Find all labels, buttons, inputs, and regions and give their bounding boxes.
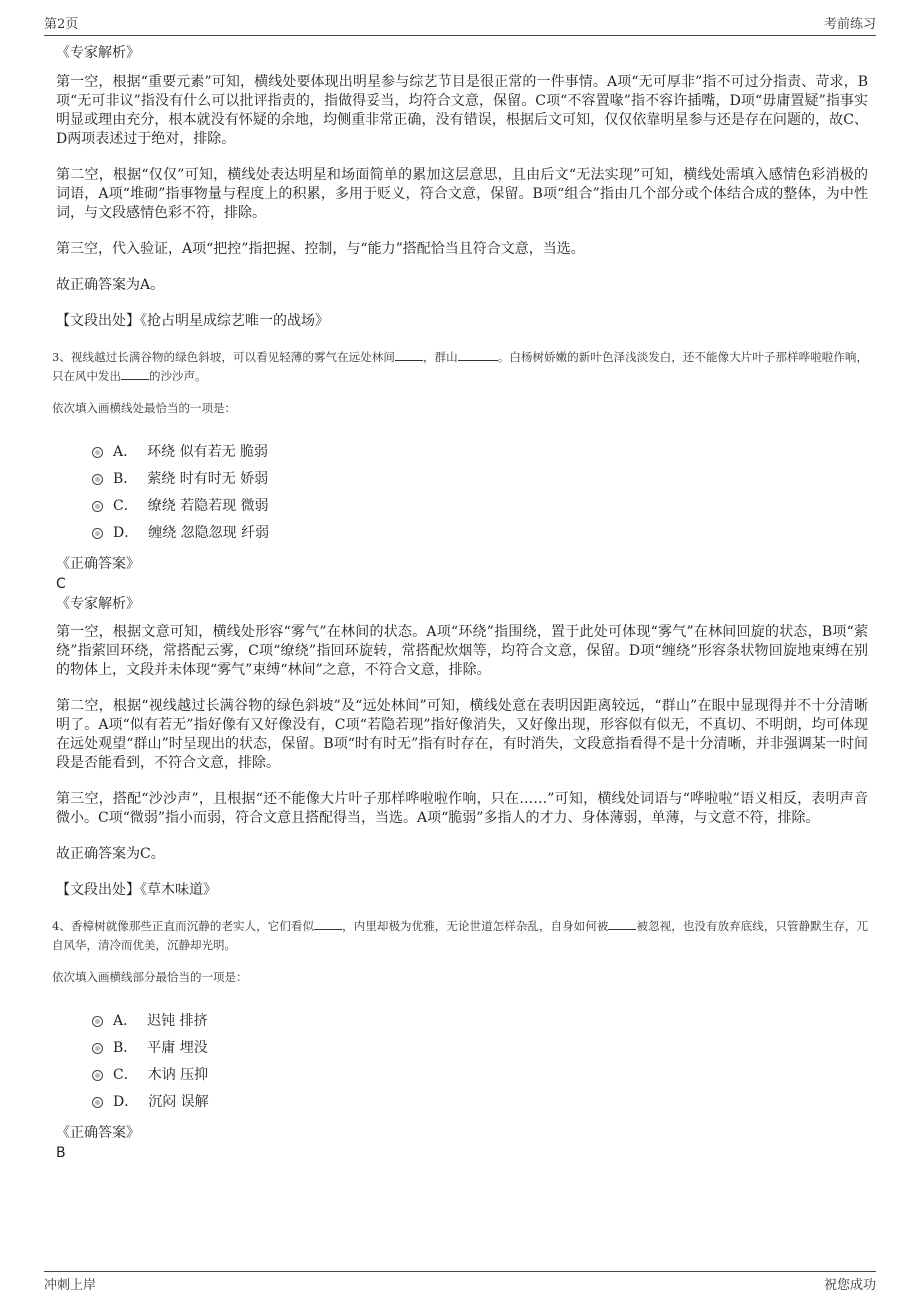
correct-answer-label: 《正确答案》 [56, 1125, 140, 1141]
conclusion: 故正确答案为C。 [56, 846, 165, 862]
option-d[interactable]: D． 沉闷 误解 [92, 1087, 868, 1114]
question-instruction: 依次填入画横线部分最恰当的一项是： [52, 970, 248, 984]
analysis-paragraph: 第二空，根据“视线越过长满谷物的绿色斜坡”及“远处林间”可知，横线处意在表明因距离较远，“群山”在眼中显现得并不十分清晰明了。A项“似有若无”指好像有又好像没有，C项“若隐若现”指好像消失，又好像出现，形容似有似无，不真切、不明朗，均可体现在远处观望“群山”时呈现出的状态，保留。B项“时有时无”指有时存在，有时消失，文段意指看得不是十分清晰，并非强调某一时间段是否能看到，不符合文意，排除。 [56, 698, 868, 771]
analysis-paragraph: 第二空，根据“仅仅”可知，横线处表达明星和场面简单的累加这层意思，且由后文“无法实现”可知，横线处需填入感情色彩消极的词语，A项“堆砌”指事物量与程度上的积累，多用于贬义，符合文意，保留。B项“组合”指由几个部分或个体结合成的整体，为中性词，与文段感情色彩不符，排除。 [56, 167, 868, 221]
option-c[interactable]: C． 木讷 压抑 [92, 1060, 868, 1087]
footer-left-text: 冲刺上岸 [44, 1278, 97, 1293]
radio-icon[interactable] [92, 447, 103, 458]
option-b[interactable]: B． 平庸 埋没 [92, 1033, 868, 1060]
expert-analysis-label: 《专家解析》 [56, 45, 140, 61]
correct-answer: B [56, 1145, 66, 1161]
expert-analysis-label: 《专家解析》 [56, 596, 140, 612]
answer-blank [608, 917, 636, 930]
option-a[interactable]: A． 迟钝 排挤 [92, 1006, 868, 1033]
radio-icon[interactable] [92, 474, 103, 485]
question-3-options [92, 437, 868, 545]
analysis-paragraph: 第三空，代入验证，A项“把控”指把握、控制，与“能力”搭配恰当且符合文意，当选。 [56, 241, 585, 257]
option-d[interactable]: D． 缠绕 忽隐忽现 纤弱 [92, 518, 868, 545]
radio-icon[interactable] [92, 528, 103, 539]
radio-icon[interactable] [92, 1070, 103, 1081]
radio-icon[interactable] [92, 1016, 103, 1027]
question-3-text: 3、视线越过长满谷物的绿色斜坡，可以看见轻薄的雾气在远处林间 ，群山 。白杨树娇嫩的新叶色泽浅淡发白，还不能像大片叶子那样哗啦啦作响，只在风中发出 的沙沙声。 [52, 350, 868, 383]
answer-blank [458, 348, 498, 361]
correct-answer: C [56, 576, 66, 592]
radio-icon[interactable] [92, 1043, 103, 1054]
page-header [44, 13, 876, 36]
footer-right-text: 祝您成功 [823, 1278, 876, 1293]
option-b[interactable]: B． 萦绕 时有时无 娇弱 [92, 464, 868, 491]
analysis-paragraph: 第一空，根据文意可知，横线处形容“雾气”在林间的状态。A项“环绕”指围绕，置于此处可体现“雾气”在林间回旋的状态，B项“萦绕”指萦回环绕，常搭配云雾，C项“缭绕”指回环旋转，常搭配炊烟等，均符合文意，保留。D项“缠绕”形容条状物回旋地束缚在别的物体上，文段并未体现“雾气”束缚“林间”之意，不符合文意，排除。 [56, 624, 868, 678]
conclusion: 故正确答案为A。 [56, 277, 165, 293]
question-4-options [92, 1006, 868, 1114]
correct-answer-label: 《正确答案》 [56, 556, 140, 572]
page-footer [44, 1271, 876, 1293]
document-body [52, 44, 868, 1164]
answer-blank [314, 917, 342, 930]
option-a[interactable]: A． 环绕 似有若无 脆弱 [92, 437, 868, 464]
question-instruction: 依次填入画横线处最恰当的一项是： [52, 401, 236, 415]
option-c[interactable]: C． 缭绕 若隐若现 微弱 [92, 491, 868, 518]
question-4-text: 4、香樟树就像那些正直而沉静的老实人，它们看似 ，内里却极为优雅，无论世道怎样杂乱，自身如何被 被忽视，也没有放弃底线，只管静默生存，兀自风华，清冷而优美，沉静却光明。 [52, 919, 868, 952]
analysis-paragraph: 第三空，搭配“沙沙声”，且根据“还不能像大片叶子那样哗啦啦作响，只在……”可知，横线处词语与“哗啦啦”语义相反，表明声音微小。C项“微弱”指小而弱，符合文意且搭配得当，当选。A项“脆弱”多指人的才力、身体薄弱，单薄，与文意不符，排除。 [56, 791, 868, 826]
page-number: 第2页 [44, 17, 79, 32]
analysis-paragraph: 第一空，根据“重要元素”可知，横线处要体现出明星参与综艺节目是很正常的一件事情。A项“无可厚非”指不可过分指责、苛求，B项“无可非议”指没有什么可以批评指责的，指做得妥当，均符合文意，保留。C项“不容置喙”指不容许插嘴，D项“毋庸置疑”指事实明显或理由充分，根本就没有怀疑的余地，均侧重非常正确，没有错误，根据后文可知，仅仅依靠明星参与还是存在问题的，故C、D两项表述过于绝对，排除。 [56, 74, 868, 147]
answer-blank [395, 348, 423, 361]
radio-icon[interactable] [92, 1097, 103, 1108]
source-citation: 【文段出处】《草木味道》 [56, 882, 217, 898]
answer-blank [121, 367, 149, 380]
source-citation: 【文段出处】《抢占明星成综艺唯一的战场》 [56, 313, 329, 329]
header-title: 考前练习 [823, 17, 876, 32]
radio-icon[interactable] [92, 501, 103, 512]
